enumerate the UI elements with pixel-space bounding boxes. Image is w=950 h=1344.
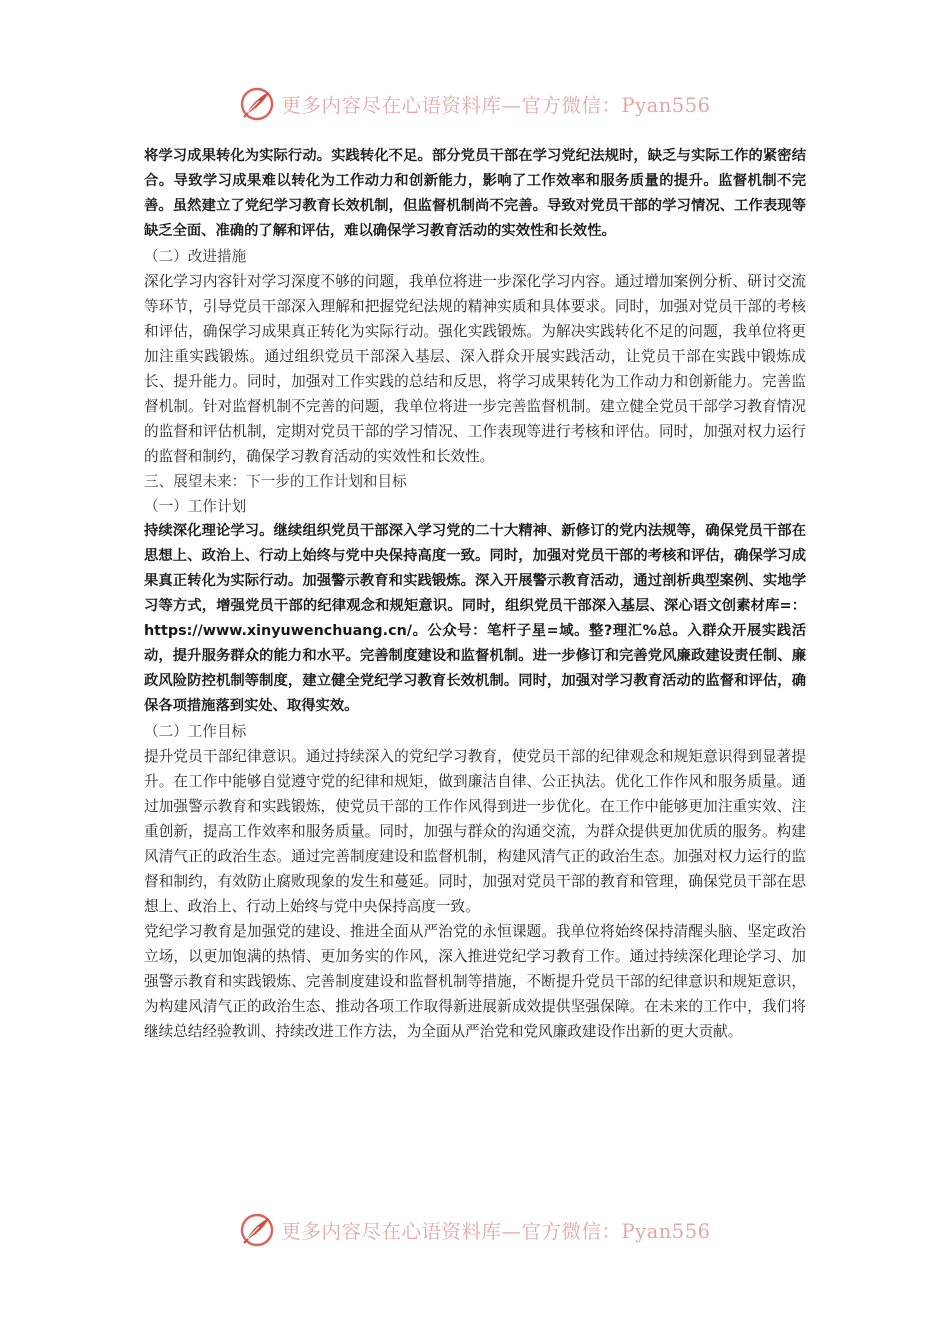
footer-watermark (0, 1210, 950, 1250)
heading-improvement-measures: （二）改进措施 (144, 248, 247, 265)
document-body (144, 144, 806, 1044)
quill-pen-icon (239, 1212, 275, 1248)
footer-watermark-text: 更多内容尽在心语资料库—官方微信：Pyan556 (281, 1220, 711, 1243)
paragraph-work-goals: 提升党员干部纪律意识。通过持续深入的党纪学习教育，使党员干部的纪律观念和规矩意识得到显著提升。在工作中能够自觉遵守党的纪律和规矩，做到廉洁自律、公正执法。优化工作作风和服务质量。通过加强警示教育和实践锻炼，使党员干部的工作作风得到进一步优化。在工作中能够更加注重实效、注重创新，提高工作效率和服务质量。同时，加强与群众的沟通交流，为群众提供更加优质的服务。构建风清气正的政治生态。通过完善制度建设和监督机制，构建风清气正的政治生态。加强对权力运行的监督和制约，有效防止腐败现象的发生和蔓延。同时，加强对党员干部的教育和管理，确保党员干部在思想上、政治上、行动上始终与党中央保持高度一致。 (144, 748, 806, 915)
header-watermark (0, 84, 950, 124)
heading-work-plan: （一）工作计划 (144, 498, 247, 515)
paragraph-practice-supervision: 将学习成果转化为实际行动。实践转化不足。部分党员干部在学习党纪法规时，缺乏与实际工作的紧密结合。导致学习成果难以转化为工作动力和创新能力，影响了工作效率和服务质量的提升。监督机制不完善。虽然建立了党纪学习教育长效机制，但监督机制尚不完善。导致对党员干部的学习情况、工作表现等缺乏全面、准确的了解和评估，难以确保学习教育活动的实效性和长效性。 (144, 148, 806, 239)
header-watermark-text: 更多内容尽在心语资料库—官方微信：Pyan556 (281, 94, 711, 117)
heading-outlook: 三、展望未来：下一步的工作计划和目标 (144, 473, 407, 490)
paragraph-improvement-measures: 深化学习内容针对学习深度不够的问题，我单位将进一步深化学习内容。通过增加案例分析、研讨交流等环节，引导党员干部深入理解和把握党纪法规的精神实质和具体要求。同时，加强对党员干部的考核和评估，确保学习成果真正转化为实际行动。强化实践锻炼。为解决实践转化不足的问题，我单位将更加注重实践锻炼。通过组织党员干部深入基层、深入群众开展实践活动，让党员干部在实践中锻炼成长、提升能力。同时，加强对工作实践的总结和反思，将学习成果转化为工作动力和创新能力。完善监督机制。针对监督机制不完善的问题，我单位将进一步完善监督机制。建立健全党员干部学习教育情况的监督和评估机制，定期对党员干部的学习情况、工作表现等进行考核和评估。同时，加强对权力运行的监督和制约，确保学习教育活动的实效性和长效性。 (144, 273, 806, 465)
paragraph-work-plan: 持续深化理论学习。继续组织党员干部深入学习党的二十大精神、新修订的党内法规等，确保党员干部在思想上、政治上、行动上始终与党中央保持高度一致。同时，加强对党员干部的考核和评估，确保学习成果真正转化为实际行动。加强警示教育和实践锻炼。深入开展警示教育活动，通过剖析典型案例、实地学习等方式，增强党员干部的纪律观念和规矩意识。同时，组织党员干部深入基层、深心语文创素材库=：https://www.xinyuwenchuang.cn/。公众号：笔杆子星=域。整?理汇%总。入群众开展实践活动，提升服务群众的能力和水平。完善制度建设和监督机制。进一步修订和完善党风廉政建设责任制、廉政风险防控机制等制度，建立健全党纪学习教育长效机制。同时，加强对学习教育活动的监督和评估，确保各项措施落到实处、取得实效。 (144, 523, 806, 714)
heading-work-goals: （二）工作目标 (144, 723, 247, 740)
paragraph-conclusion: 党纪学习教育是加强党的建设、推进全面从严治党的永恒课题。我单位将始终保持清醒头脑、坚定政治立场，以更加饱满的热情、更加务实的作风，深入推进党纪学习教育工作。通过持续深化理论学习、加强警示教育和实践锻炼、完善制度建设和监督机制等措施，不断提升党员干部的纪律意识和规矩意识，为构建风清气正的政治生态、推动各项工作取得新进展新成效提供坚强保障。在未来的工作中，我们将继续总结经验教训、持续改进工作方法，为全面从严治党和党风廉政建设作出新的更大贡献。 (144, 923, 806, 1040)
quill-pen-icon (239, 86, 275, 122)
